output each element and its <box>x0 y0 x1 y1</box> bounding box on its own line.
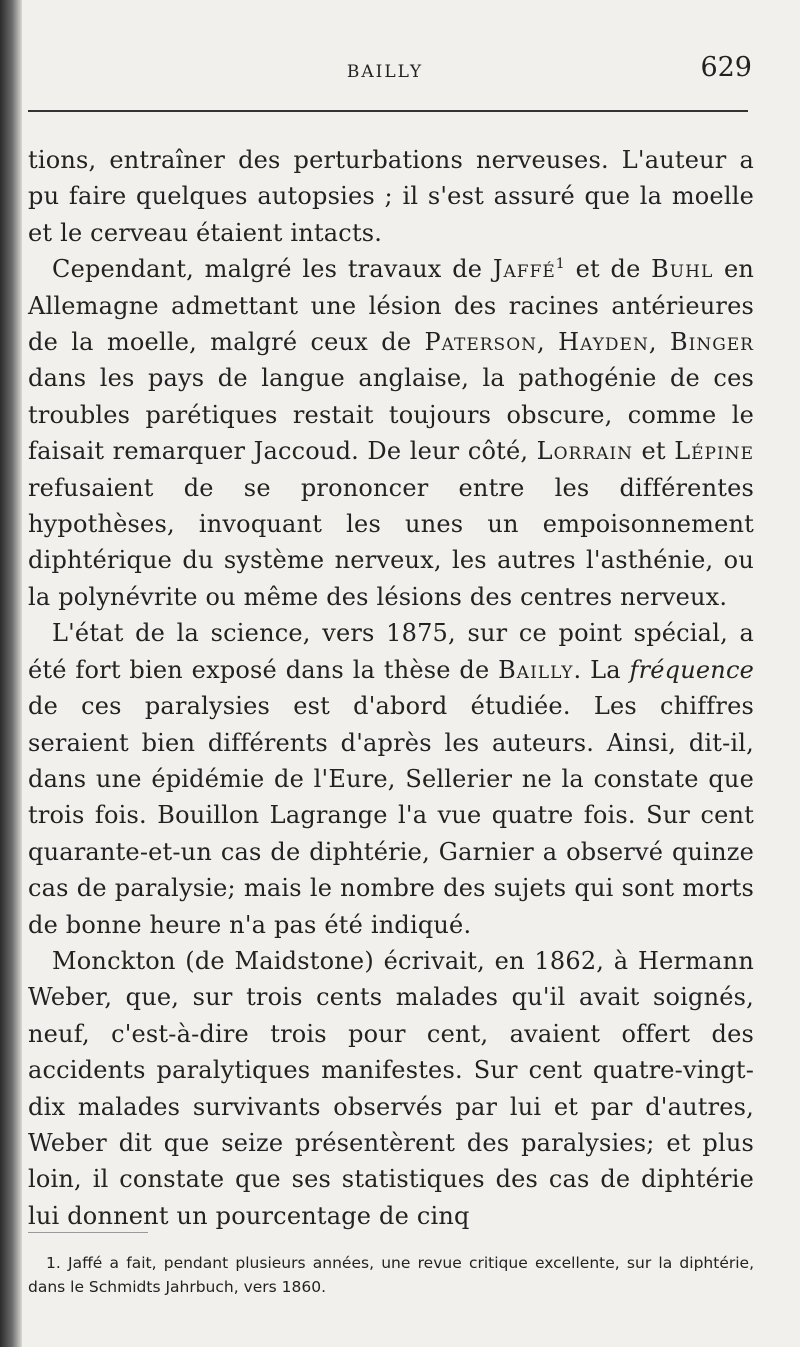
author-name: Hayden <box>558 328 649 357</box>
footnote-reference[interactable]: 1 <box>555 256 565 273</box>
header-rule <box>28 110 748 112</box>
author-name: Lorrain <box>536 437 634 466</box>
footnote <box>28 1251 754 1299</box>
author-name: Jaffé <box>492 255 556 284</box>
paragraph-4: Monckton (de Maidstone) écrivait, en 1862, à Hermann Weber, que, sur trois cents malades qu'il avait soignés, neuf, c'est-à-dire trois pour cent, avaient offert des accidents paralytiques manifestes. Sur cent quatre-vingt-dix malades survivants observés par lui et par d'autres, Weber dit que seize présentèrent des paralysies; et plus loin, il constate que ses statistiques des cas de diphtérie lui donnent un pourcentage de cinq <box>28 946 754 1230</box>
body-text <box>28 142 754 1234</box>
paragraph-1: tions, entraîner des perturbations nerveuses. L'auteur a pu faire quelques autopsies ; il s'est assuré que la moelle et le cerveau étaient intacts. <box>28 146 754 247</box>
author-name: Paterson <box>424 328 538 357</box>
emphasized-term: fréquence <box>629 655 754 684</box>
page-number: 629 <box>700 52 752 83</box>
paragraph-2: Cependant, malgré les travaux de Jaffé$^1$ et de Buhl en Allemagne admettant une lésion des racines antérieures de la moelle, malgré ceux de Paterson, Hayden, Binger dans les pays de langue anglaise, la pathogénie de ces troubles parétiques restait toujours obscure, comme le faisait remarquer Jaccoud. De leur côté, Lorrain et Lépine refusaient de se prononcer entre les différentes hypothèses, invoquant les unes un empoisonnement diphtérique du système nerveux, les autres l'asthénie, ou la polynévrite ou même des lésions des centres nerveux. <box>28 255 754 611</box>
paragraph-3: L'état de la science, vers 1875, sur ce point spécial, a été fort bien exposé dans la thèse de Bailly. La fréquence de ces paralysies est d'abord étudiée. Les chiffres seraient bien différents d'après les auteurs. Ainsi, dit-il, dans une épidémie de l'Eure, Sellerier ne la constate que trois fois. Bouillon Lagrange l'a vue quatre fois. Sur cent quarante-et-un cas de diphtérie, Garnier a observé quinze cas de paralysie; mais le nombre des sujets qui sont morts de bonne heure n'a pas été indiqué. <box>28 619 754 939</box>
running-title: BAILLY <box>346 62 424 82</box>
footnote-number: 1. <box>46 1254 61 1272</box>
footnote-text: Jaffé a fait, pendant plusieurs années, une revue critique excellente, sur la diphtérie, dans le Schmidts Jahrbuch, vers 1860. <box>28 1254 754 1296</box>
author-name: Binger <box>669 328 754 357</box>
author-name: Lépine <box>674 437 754 466</box>
author-name: Bailly <box>498 655 574 684</box>
author-name: Buhl <box>651 255 714 284</box>
footnote-divider <box>28 1232 148 1233</box>
